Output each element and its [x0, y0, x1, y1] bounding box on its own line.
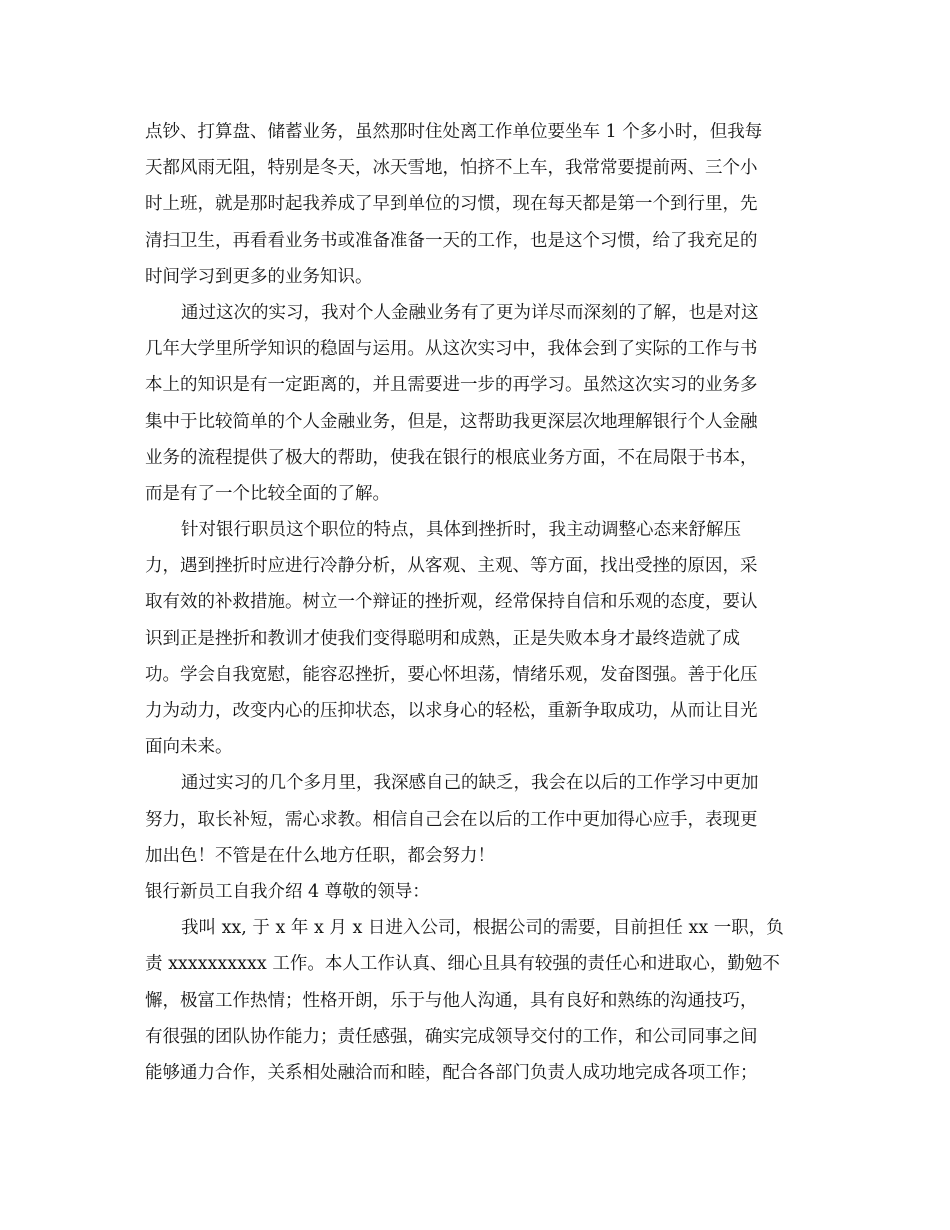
section-heading: 银行新员工自我介绍 4 尊敬的领导： [145, 881, 430, 902]
paragraph-line: 通过实习的几个多月里，我深感自己的缺乏，我会在以后的工作学习中更加 [181, 773, 759, 794]
paragraph-line: 点钞、打算盘、储蓄业务，虽然那时住处离工作单位要坐车 1 个多小时，但我每 [145, 122, 763, 142]
document-body [145, 114, 810, 1091]
paragraph-line: 功。学会自我宽慰，能容忍挫折，要心怀坦荡，情绪乐观，发奋图强。善于化压 [145, 664, 758, 685]
paragraph-line: 加出色！不管是在什么地方任职，都会努力！ [145, 845, 495, 866]
paragraph-line: 努力，取长补短，需心求教。相信自己会在以后的工作中更加得心应手，表现更 [145, 809, 758, 830]
paragraph-line: 面向未来。 [145, 737, 233, 758]
paragraph-line: 力为动力，改变内心的压抑状态，以求身心的轻松，重新争取成功，从而让目光 [145, 701, 758, 721]
paragraph-line: 本上的知识是有一定距离的，并且需要进一步的再学习。虽然这次实习的业务多 [145, 375, 758, 396]
paragraph-line: 通过这次的实习，我对个人金融业务有了更为详尽而深刻的了解，也是对这 [181, 302, 759, 323]
paragraph-line: 能够通力合作，关系相处融洽而和睦，配合各部门负责人成功地完成各项工作； [145, 1062, 758, 1083]
paragraph-line: 力，遇到挫折时应进行冷静分析，从客观、主观、等方面，找出受挫的原因，采 [145, 556, 758, 577]
paragraph-line: 有很强的团队协作能力；责任感强，确实完成领导交付的工作，和公司同事之间 [145, 1026, 758, 1047]
paragraph-line: 取有效的补救措施。树立一个辩证的挫折观，经常保持自信和乐观的态度，要认 [145, 592, 758, 613]
paragraph-line: 识到正是挫折和教训才使我们变得聪明和成熟，正是失败本身才最终造就了成 [145, 628, 740, 649]
paragraph-line: 天都风雨无阻，特别是冬天，冰天雪地，怕挤不上车，我常常要提前两、三个小 [145, 158, 758, 179]
paragraph-line: 业务的流程提供了极大的帮助，使我在银行的根底业务方面，不在局限于书本， [145, 447, 758, 468]
paragraph-line: 清扫卫生，再看看业务书或准备准备一天的工作，也是这个习惯，给了我充足的 [145, 230, 758, 251]
paragraph-line: 懈，极富工作热情；性格开朗，乐于与他人沟通，具有良好和熟练的沟通技巧， [145, 990, 758, 1011]
paragraph-line: 时间学习到更多的业务知识。 [145, 266, 373, 287]
paragraph-line: 集中于比较简单的个人金融业务，但是，这帮助我更深层次地理解银行个人金融 [145, 411, 758, 432]
paragraph-line: 针对银行职员这个职位的特点，具体到挫折时，我主动调整心态来舒解压 [181, 520, 741, 541]
paragraph-line: 责 xxxxxxxxxx 工作。本人工作认真、细心且具有较强的责任心和进取心，勤勉不 [145, 954, 780, 975]
paragraph-line: 时上班，就是那时起我养成了早到单位的习惯，现在每天都是第一个到行里，先 [145, 194, 758, 215]
paragraph-line: 我叫 xx, 于 x 年 x 月 x 日进入公司，根据公司的需要，目前担任 xx 一职，负 [181, 918, 784, 939]
paragraph-line: 而是有了一个比较全面的了解。 [145, 483, 390, 504]
paragraph-line: 几年大学里所学知识的稳固与运用。从这次实习中，我体会到了实际的工作与书 [145, 339, 758, 360]
